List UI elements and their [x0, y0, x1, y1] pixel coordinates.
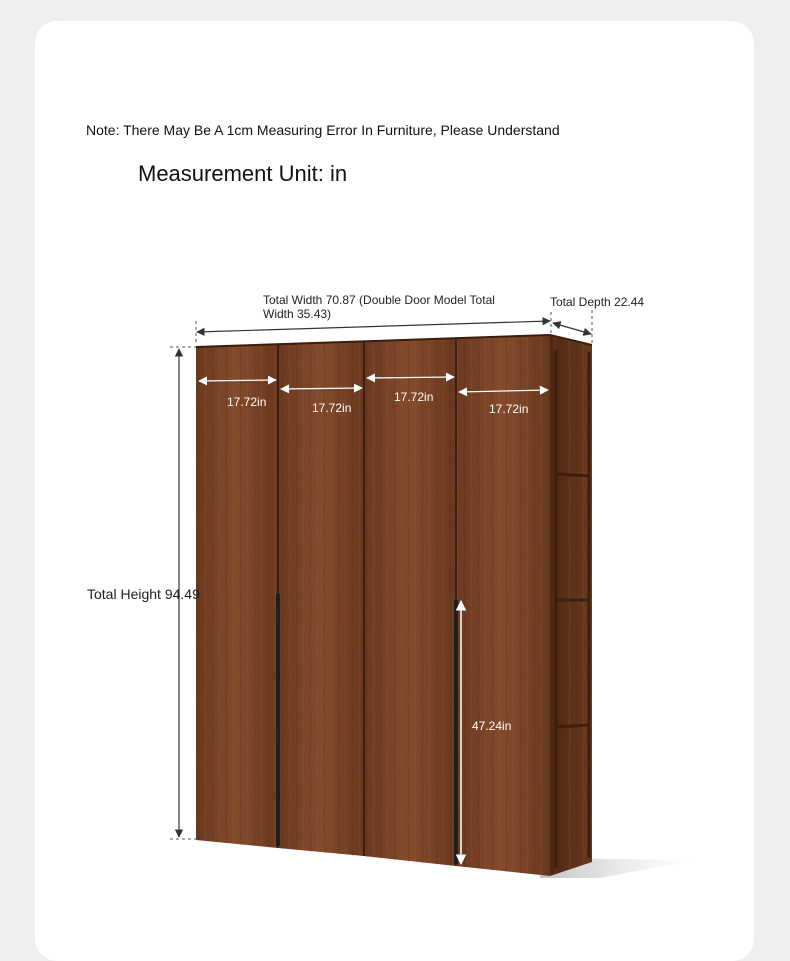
wardrobe-front	[196, 335, 592, 876]
door-width-label-3: 17.72in	[394, 390, 434, 404]
total-depth-label: Total Depth 22.44	[550, 295, 645, 309]
total-width-label-line1: Total Width 70.87 (Double Door Model Total	[263, 293, 495, 307]
door-width-label-2: 17.72in	[312, 401, 352, 415]
door-width-label-4: 17.72in	[489, 402, 529, 416]
door-handle-left	[276, 594, 280, 846]
total-height-dimension	[87, 347, 200, 839]
measurement-note: Note: There May Be A 1cm Measuring Error In Furniture, Please Understand	[86, 122, 560, 138]
total-width-label-line2: Width 35.43)	[263, 307, 332, 321]
measurement-unit-title: Measurement Unit: in	[138, 161, 348, 186]
total-depth-dimension	[550, 295, 644, 343]
handle-height-label: 47.24in	[472, 719, 512, 733]
door-width-label-1: 17.72in	[227, 395, 267, 409]
total-height-label: Total Height 94.49	[87, 586, 200, 602]
door-handle-right	[454, 600, 458, 864]
